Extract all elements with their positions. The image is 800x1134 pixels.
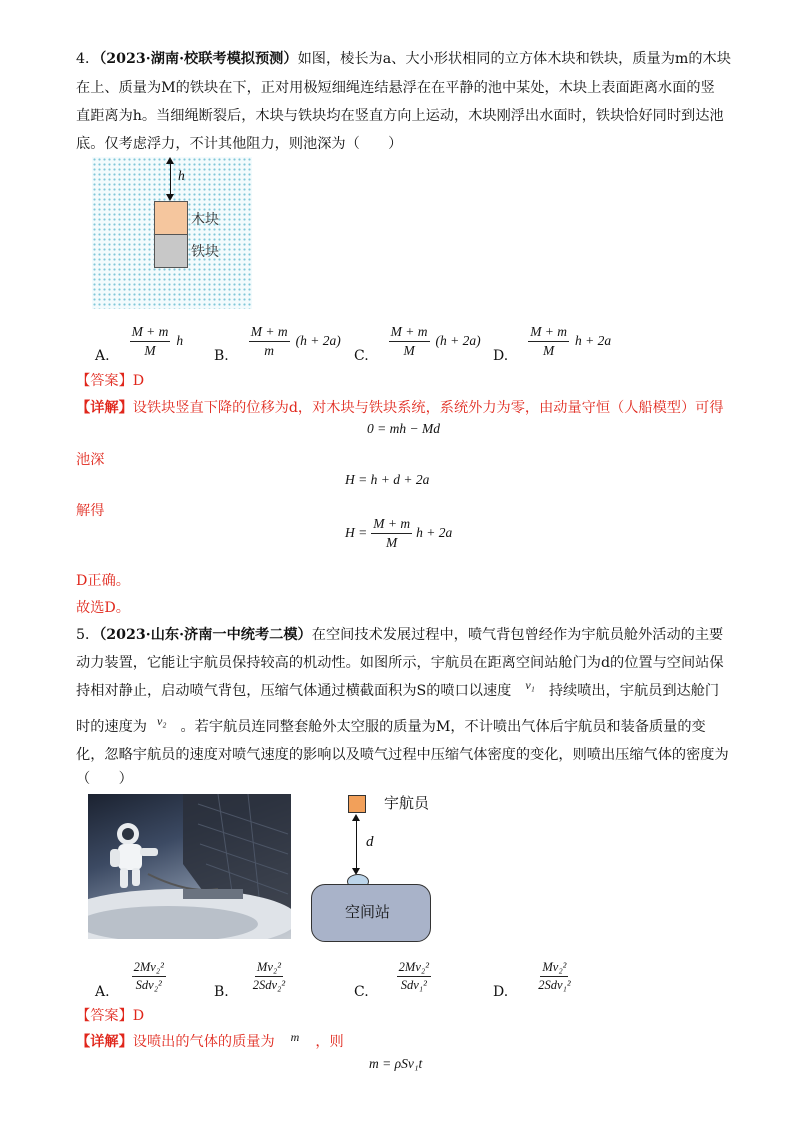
iron-label: 铁块 [191,244,219,260]
option-fraction: $\frac{M + m}{M}$ [530,323,568,358]
option-fraction: $\frac{M + m}{m}$ [250,323,288,358]
q5-stem-line3 [76,680,719,700]
iron-block [154,234,188,268]
option-label: D. [493,348,509,364]
option-tail: h + 2a [575,333,612,348]
q5-stem-line6: （ ） [76,771,133,787]
option-tail: (h + 2a) [435,333,481,348]
q4-stem-line4: 底。仅考虑浮力，不计其他阻力，则池深为（ ） [76,136,403,152]
q5-eq-mass: m = ρSv₁t [369,1056,423,1071]
m-symbol: m [290,1030,300,1044]
d-label: d [366,834,374,850]
q5-stem-line1: 在空间技术发展过程中，喷气背包曾经作为宇航员舱外活动的主要 [311,627,724,643]
stem-text: 持续喷出，宇航员到达舱门 [548,683,720,699]
option-label: B. [214,984,229,1000]
wood-block [154,201,188,235]
stem-text: 时的速度为 [76,719,147,735]
q5-detail [76,1031,344,1051]
detail-tag: 【详解】 [76,400,133,416]
q4-source: （2023·湖南·校联考模拟预测） [99,51,298,67]
q4-eq-momentum: 0 = mh − Md [367,421,440,436]
q4-line1 [76,48,731,68]
q5-stem-line4 [76,716,706,736]
q4-solve-label: 解得 [76,503,105,519]
q4-eq-result [345,516,452,550]
q5-option-b[interactable] [214,952,287,1000]
q4-answer: 【答案】D [76,373,145,389]
q4-stem-line2: 在上、质量为M的铁块在下，正对用极短细绳连结悬浮在在平静的池中某处，木块上表面距离水面的竖 [76,80,715,96]
detail-tag: 【详解】 [76,1034,133,1050]
option-tail: (h + 2a) [295,333,341,348]
stem-text: 持相对静止，启动喷气背包，压缩气体通过横截面积为S的喷口以速度 [76,683,512,699]
astronaut-label: 宇航员 [384,794,430,812]
q5-number: 5． [76,627,100,643]
h-label: h [178,168,185,183]
option-fraction: $\frac{\text{Mv₂²}}{\text{2Sdv₁²}}$ [538,960,571,992]
option-label: A. [95,984,110,1000]
q4-detail [76,397,724,417]
q5-option-a[interactable] [95,952,166,1000]
q4-correct: D正确。 [76,573,130,589]
option-label: D. [493,984,509,1000]
q5-answer: 【答案】D [76,1008,145,1024]
astronaut-box [348,795,366,813]
eq-lhs: H = [345,525,368,541]
q5-option-d[interactable] [493,952,573,1000]
stem-text: 。若宇航员连同整套舱外太空服的质量为M，不计喷出气体后宇航员和装备质量的变 [180,719,706,735]
q4-stem-line1: 如图，棱长为a、大小形状相同的立方体木块和铁块，质量为m的木块 [297,51,731,67]
option-fraction: $\frac{\text{Mv₂²}}{\text{2Sdv₂²}}$ [252,960,286,992]
wood-label: 木块 [191,212,219,228]
station-label: 空间站 [345,903,391,921]
option-fraction: $\frac{\text{2Mv₂²}}{\text{Sdv₂²}}$ [133,960,164,992]
option-label: B. [214,348,229,364]
option-label: A. [95,348,110,364]
eq-fraction: $\frac{M + m}{M}$ [373,516,411,550]
q4-choose: 故选D。 [76,600,130,616]
detail-text: 设铁块竖直下降的位移为d，对木块与铁块系统，系统外力为零，由动量守恒（人船模型）可得 [132,400,724,416]
option-tail: h [176,333,184,348]
q5-stem-line2: 动力装置，它能让宇航员保持较高的机动性。如图所示，宇航员在距离空间站舱门为d的位置与空间站保 [76,655,724,671]
q5-line1 [76,624,723,644]
d-arrow-line [356,820,357,870]
option-fraction: $\frac{\text{2Mv₂²}}{\text{Sdv₁²}}$ [398,960,429,992]
q4-eq-depth: H = h + d + 2a [345,472,430,487]
q4-number: 4． [76,51,100,67]
q4-option-d[interactable] [493,318,611,364]
h-arrow-bottom [166,194,174,201]
detail-text: 设喷出的气体的质量为 [132,1034,275,1050]
q4-stem-line3: 直距离为h。当细绳断裂后，木块与铁块均在竖直方向上运动，木块刚浮出水面时，铁块恰好同时到达池 [76,108,724,124]
detail-text: ，则 [315,1034,344,1050]
q5-source: （2023·山东·济南一中统考二模） [99,627,312,643]
eq-tail: h + 2a [416,525,453,541]
v1-symbol: v₁ [525,678,535,692]
astronaut-photo [88,794,291,939]
v2-symbol: v₂ [156,714,167,728]
option-label: C. [354,348,369,364]
q5-option-c[interactable] [354,952,431,1000]
q4-option-b[interactable] [214,318,341,364]
q4-option-a[interactable] [95,318,183,364]
q4-pool-label: 池深 [76,452,105,468]
option-fraction: $\frac{M + m}{M}$ [390,323,428,358]
option-label: C. [354,984,369,1000]
option-fraction: $\frac{M + m}{M}$ [131,323,169,358]
h-arrow-line [170,163,171,195]
q5-stem-line5: 化，忽略宇航员的速度对喷气速度的影响以及喷气过程中压缩气体密度的变化，则喷出压缩气体的密度为 [76,747,729,763]
q4-option-c[interactable] [354,318,481,364]
astronaut-photo-art [88,794,291,939]
